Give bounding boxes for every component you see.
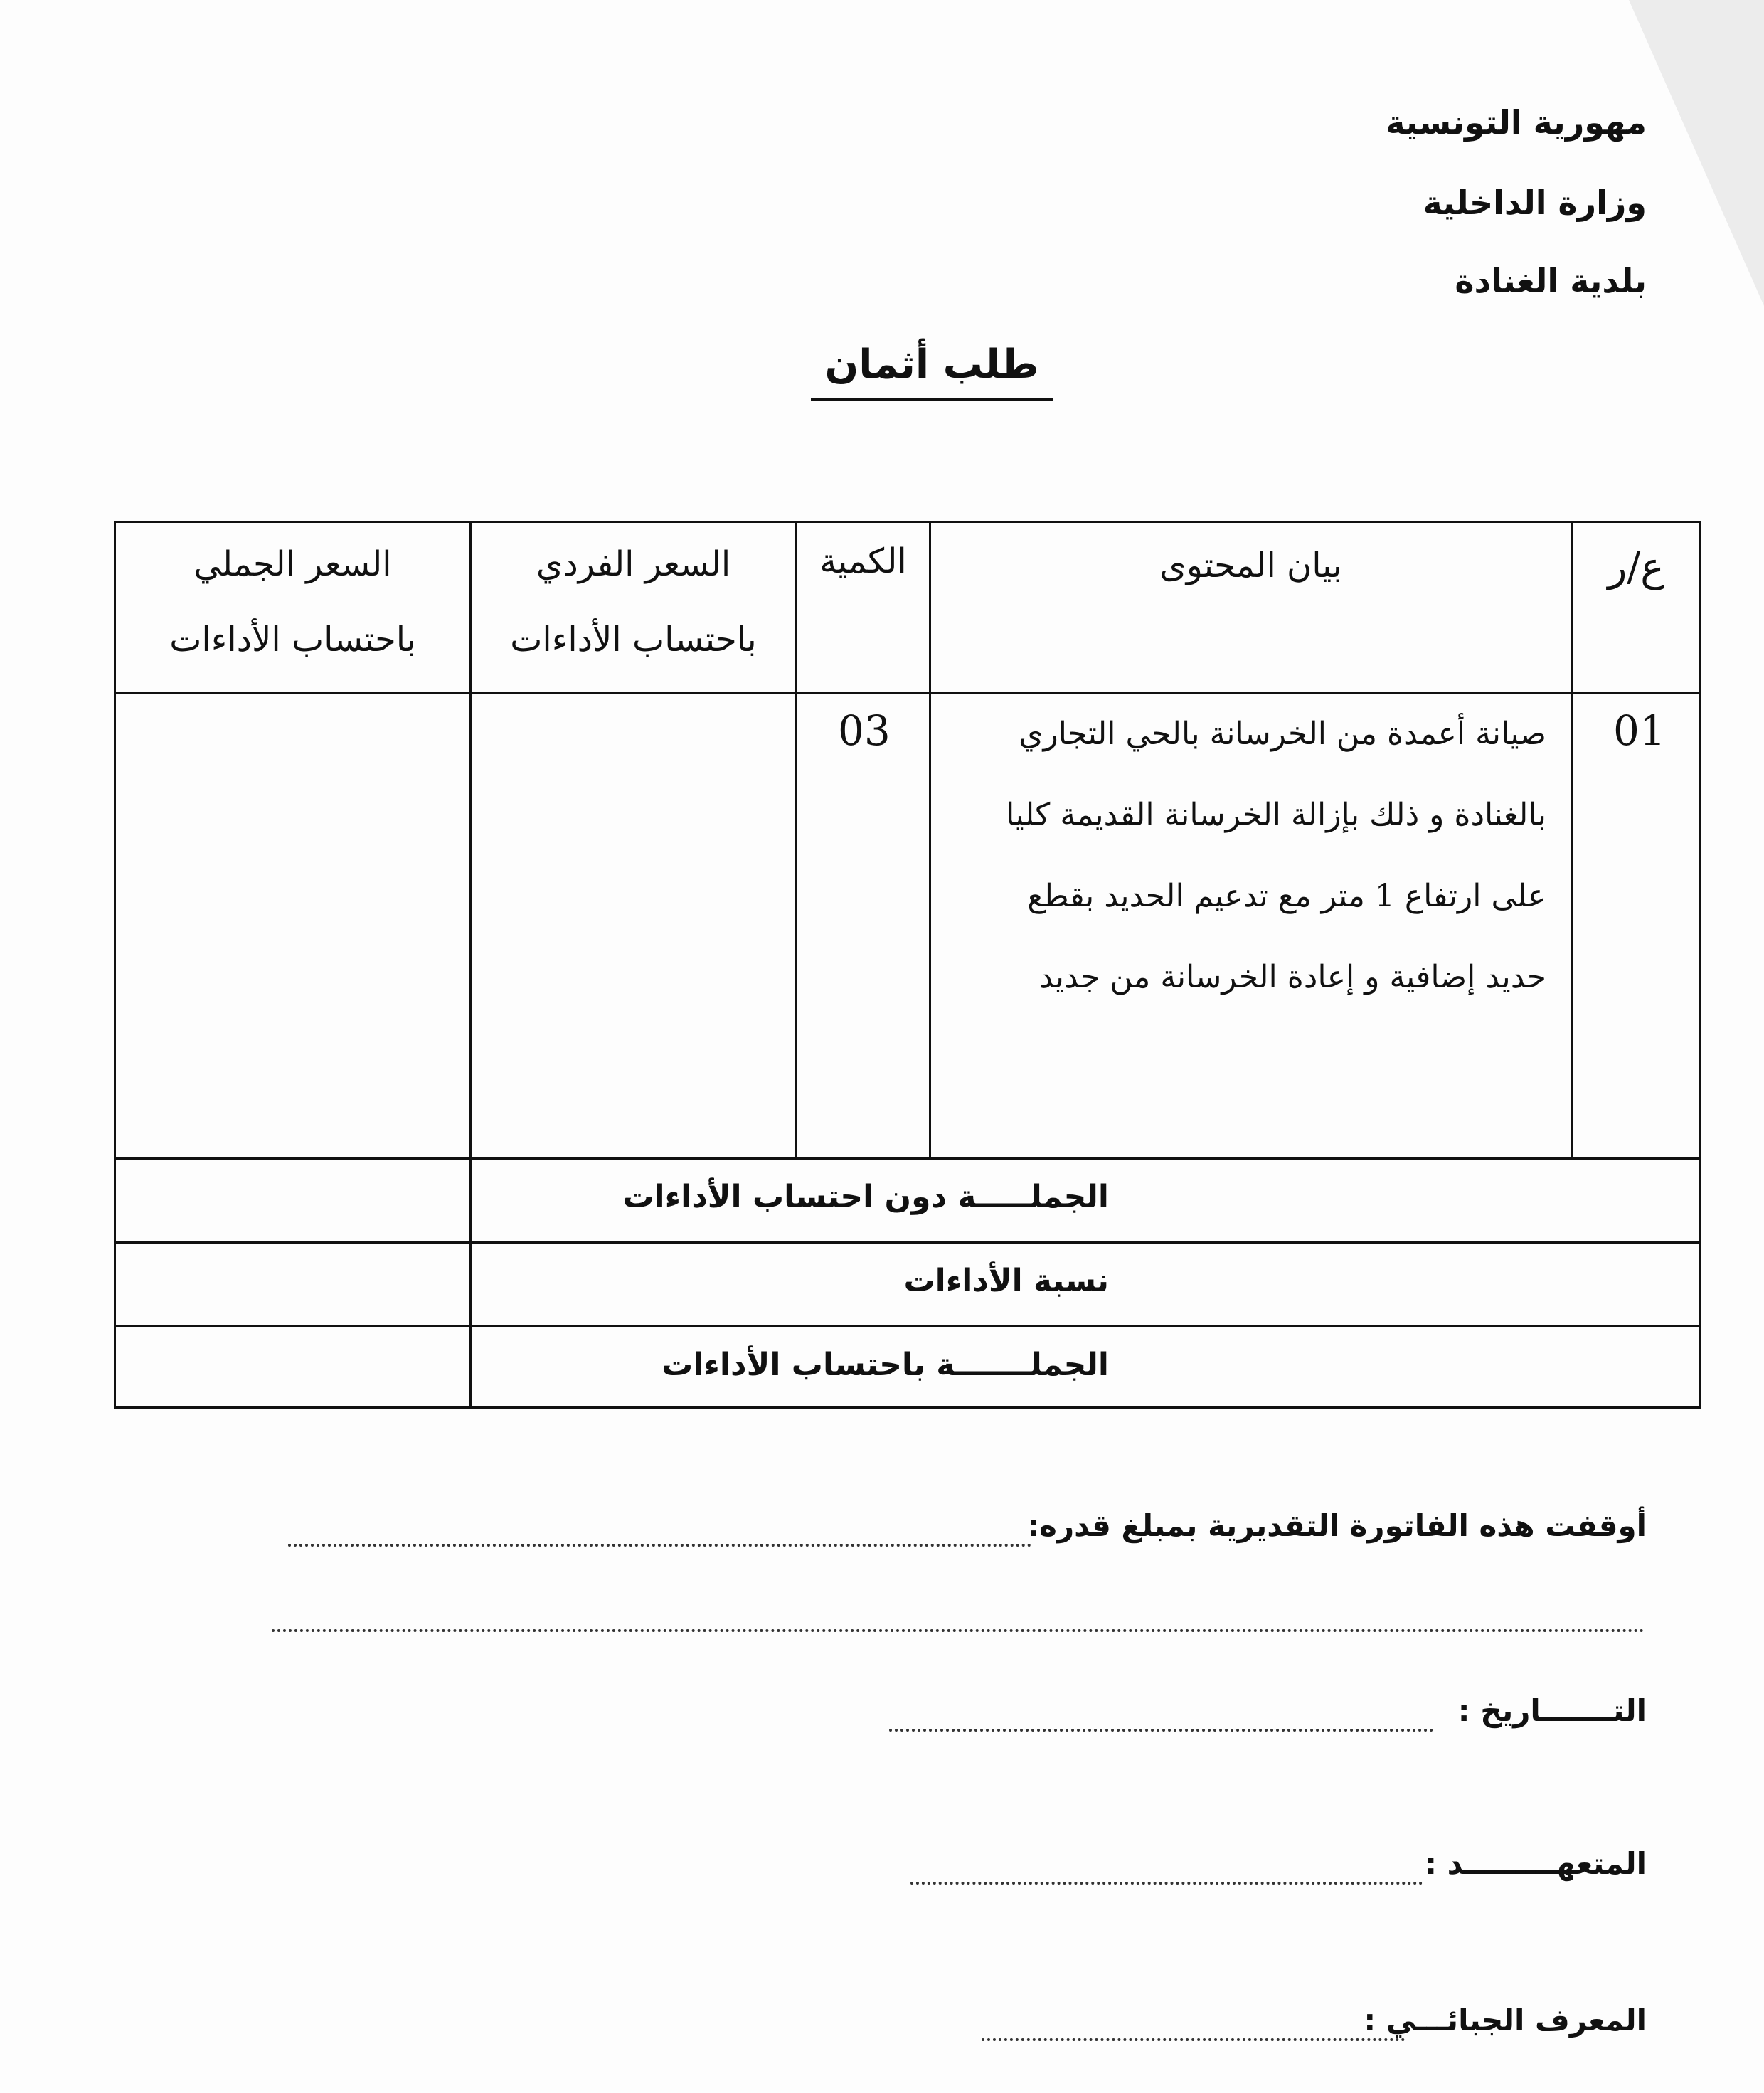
col-header-total-price-tax: باحتساب الأداءات xyxy=(169,620,416,659)
table-divider xyxy=(116,1241,1701,1244)
col-header-num: ع/ر xyxy=(1608,544,1664,590)
col-header-unit-price-tax: باحتساب الأداءات xyxy=(510,620,757,659)
tax-rate-label: نسبة الأداءات xyxy=(903,1263,1109,1299)
date-dotted-line[interactable] xyxy=(889,1729,1433,1732)
col-header-total-price: السعر الجملي xyxy=(193,544,392,584)
row-description-line: حديد إضافية و إعادة الخرسانة من جديد xyxy=(1038,959,1546,995)
amount-dotted-line[interactable] xyxy=(288,1544,1031,1547)
row-quantity: 03 xyxy=(838,706,891,755)
row-description-line: بالغنادة و ذلك بإزالة الخرسانة القديمة كليا xyxy=(1006,797,1546,833)
document-title: طلب أثمان xyxy=(811,341,1053,401)
date-label: التـــــــاريخ : xyxy=(1457,1693,1647,1728)
contractor-label: المتعهـــــــــد : xyxy=(1425,1846,1647,1881)
total-without-tax-label: الجملـــــة دون احتساب الأداءات xyxy=(622,1179,1109,1215)
tax-id-label: المعرف الجبائـــي : xyxy=(1364,2003,1647,2038)
amount-label: أوقفت هذه الفاتورة التقديرية بمبلغ قدره: xyxy=(1027,1508,1647,1543)
total-with-tax-label: الجملـــــــة باحتساب الأداءات xyxy=(662,1347,1109,1383)
row-description-line: على ارتفاع 1 متر مع تدعيم الحديد بقطع xyxy=(1027,878,1546,914)
table-divider xyxy=(795,523,797,1160)
col-header-description: بيان المحتوى xyxy=(1159,546,1342,585)
table-divider xyxy=(1571,523,1573,1160)
row-description-line: صيانة أعمدة من الخرسانة بالحي التجاري xyxy=(1019,716,1546,752)
tax-id-dotted-line[interactable] xyxy=(982,2038,1405,2041)
col-header-quantity: الكمية xyxy=(819,541,907,581)
table-divider xyxy=(116,1325,1701,1327)
col-header-unit-price: السعر الفردي xyxy=(536,544,731,584)
price-table xyxy=(114,521,1701,1409)
contractor-dotted-line[interactable] xyxy=(910,1882,1423,1885)
table-divider xyxy=(929,523,931,1160)
header-republic: مهورية التونسية xyxy=(1386,103,1647,142)
header-ministry: وزارة الداخلية xyxy=(1423,184,1647,222)
folded-corner xyxy=(1629,0,1764,306)
table-divider xyxy=(116,1157,1701,1160)
row-number: 01 xyxy=(1613,706,1666,755)
amount-dotted-line-2[interactable] xyxy=(272,1629,1645,1632)
header-municipality: بلدية الغنادة xyxy=(1455,262,1647,300)
